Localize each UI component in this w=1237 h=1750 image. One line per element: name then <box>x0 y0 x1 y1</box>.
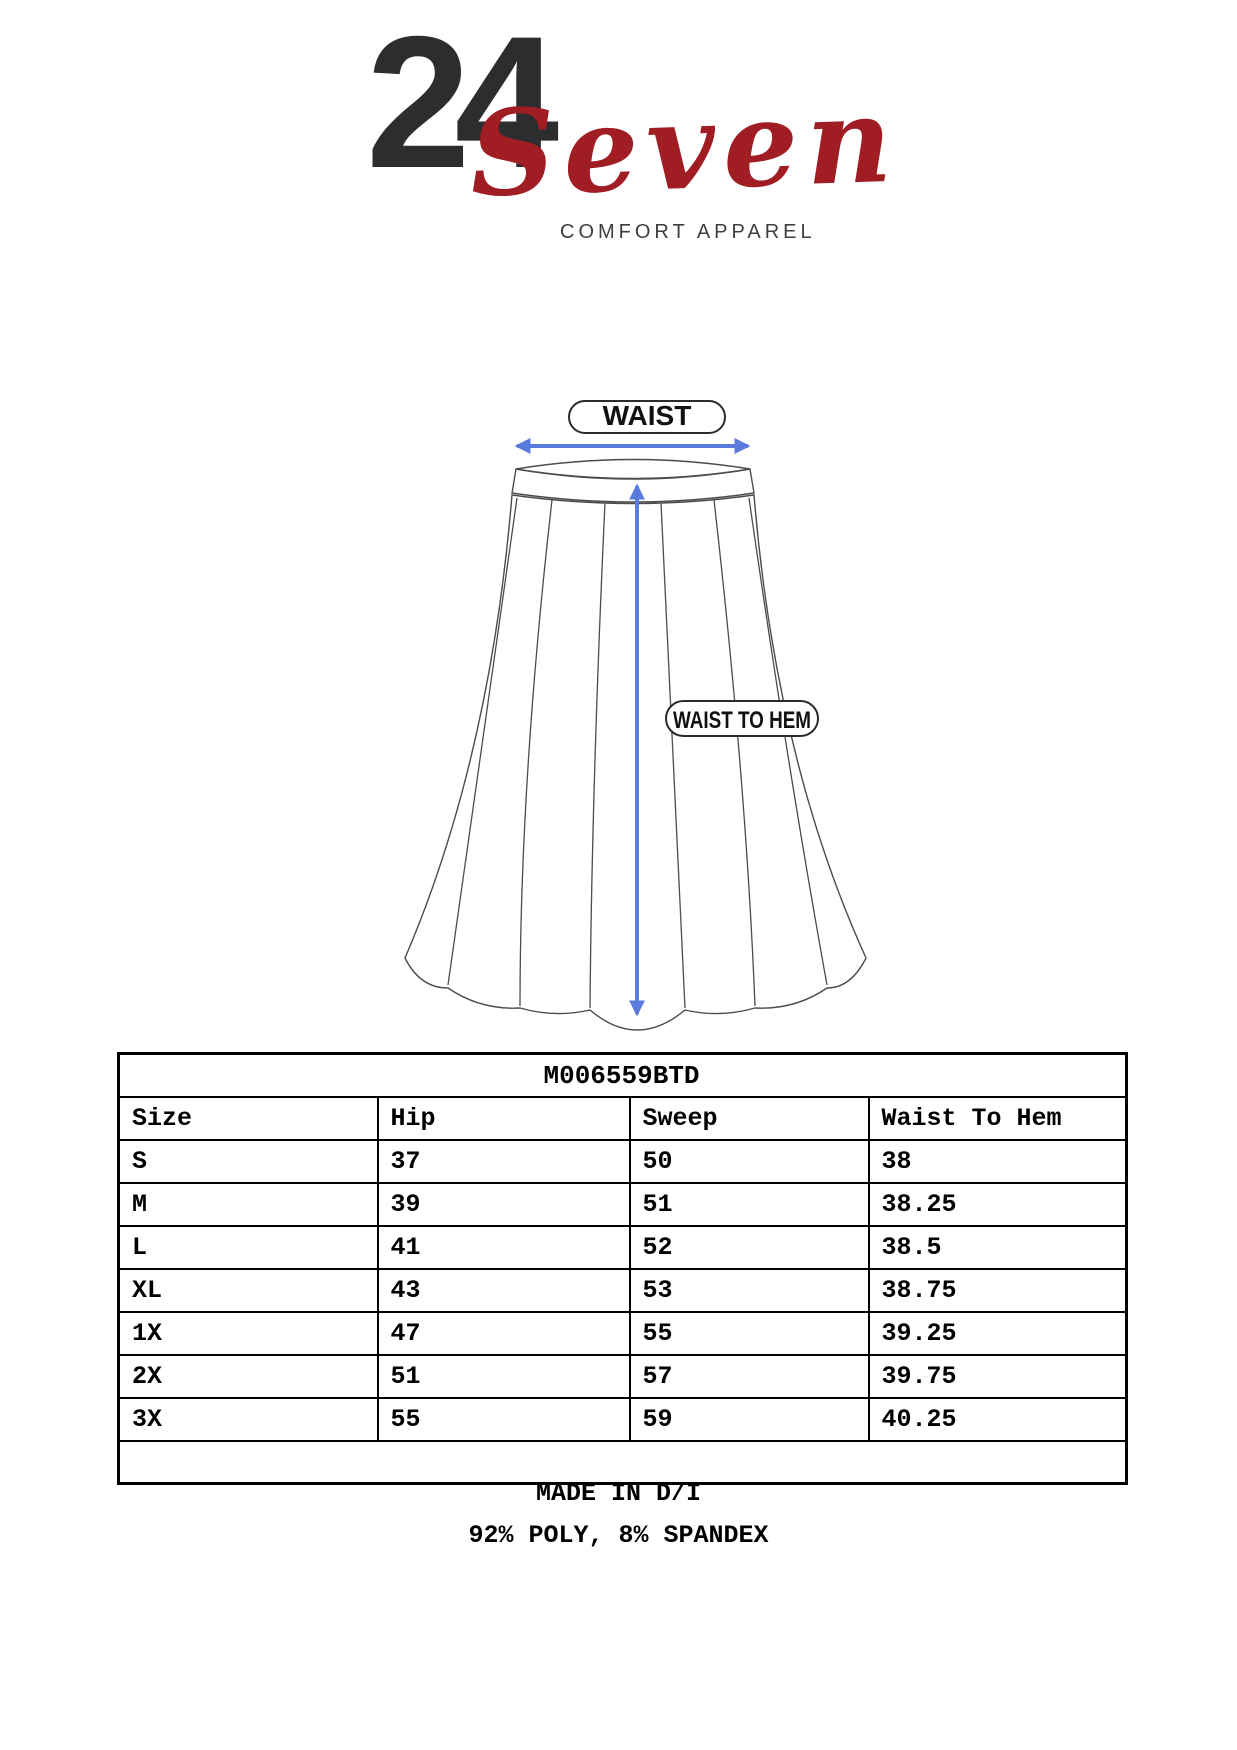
cell-size: M <box>119 1183 378 1226</box>
cell-hip: 39 <box>378 1183 630 1226</box>
cell-waist-to-hem: 38.5 <box>869 1226 1127 1269</box>
waist-label-text: WAIST <box>602 400 692 431</box>
logo-tagline: COMFORT APPAREL <box>560 221 816 243</box>
cell-waist-to-hem: 39.25 <box>869 1312 1127 1355</box>
cell-size: 1X <box>119 1312 378 1355</box>
cell-waist-to-hem: 39.75 <box>869 1355 1127 1398</box>
table-row <box>119 1183 1127 1226</box>
cell-hip: 47 <box>378 1312 630 1355</box>
style-number-row <box>119 1054 1127 1098</box>
empty-cell <box>119 1441 1127 1484</box>
cell-sweep: 51 <box>630 1183 869 1226</box>
logo-24-text: 24 <box>366 0 544 207</box>
cell-hip: 51 <box>378 1355 630 1398</box>
style-number: M006559BTD <box>119 1054 1127 1098</box>
cell-hip: 41 <box>378 1226 630 1269</box>
cell-sweep: 57 <box>630 1355 869 1398</box>
cell-sweep: 59 <box>630 1398 869 1441</box>
cell-size: 3X <box>119 1398 378 1441</box>
cell-sweep: 52 <box>630 1226 869 1269</box>
cell-sweep: 55 <box>630 1312 869 1355</box>
cell-size: XL <box>119 1269 378 1312</box>
table-row <box>119 1140 1127 1183</box>
made-in-text: MADE IN D/I <box>535 1479 702 1508</box>
cell-waist-to-hem: 38.75 <box>869 1269 1127 1312</box>
table-row <box>119 1355 1127 1398</box>
cell-waist-to-hem: 40.25 <box>869 1398 1127 1441</box>
size-chart-table <box>117 1052 1128 1485</box>
cell-size: S <box>119 1140 378 1183</box>
header-row <box>119 1097 1127 1140</box>
cell-size: L <box>119 1226 378 1269</box>
skirt-diagram <box>380 395 885 1055</box>
table-row <box>119 1226 1127 1269</box>
cell-waist-to-hem: 38.25 <box>869 1183 1127 1226</box>
waist-to-hem-label-text: WAIST TO HEM <box>673 707 811 734</box>
cell-sweep: 53 <box>630 1269 869 1312</box>
cell-hip: 55 <box>378 1398 630 1441</box>
column-header-hip: Hip <box>378 1097 630 1140</box>
cell-hip: 43 <box>378 1269 630 1312</box>
empty-row <box>119 1441 1127 1484</box>
fabric-content-text: 92% POLY, 8% SPANDEX <box>468 1521 769 1550</box>
table-row <box>119 1398 1127 1441</box>
table-row <box>119 1269 1127 1312</box>
column-header-sweep: Sweep <box>630 1097 869 1140</box>
cell-size: 2X <box>119 1355 378 1398</box>
logo-seven-text: Seven <box>467 69 903 224</box>
cell-sweep: 50 <box>630 1140 869 1183</box>
column-header-waist-to-hem: Waist To Hem <box>869 1097 1127 1140</box>
cell-hip: 37 <box>378 1140 630 1183</box>
column-header-size: Size <box>119 1097 378 1140</box>
table-row <box>119 1312 1127 1355</box>
cell-waist-to-hem: 38 <box>869 1140 1127 1183</box>
